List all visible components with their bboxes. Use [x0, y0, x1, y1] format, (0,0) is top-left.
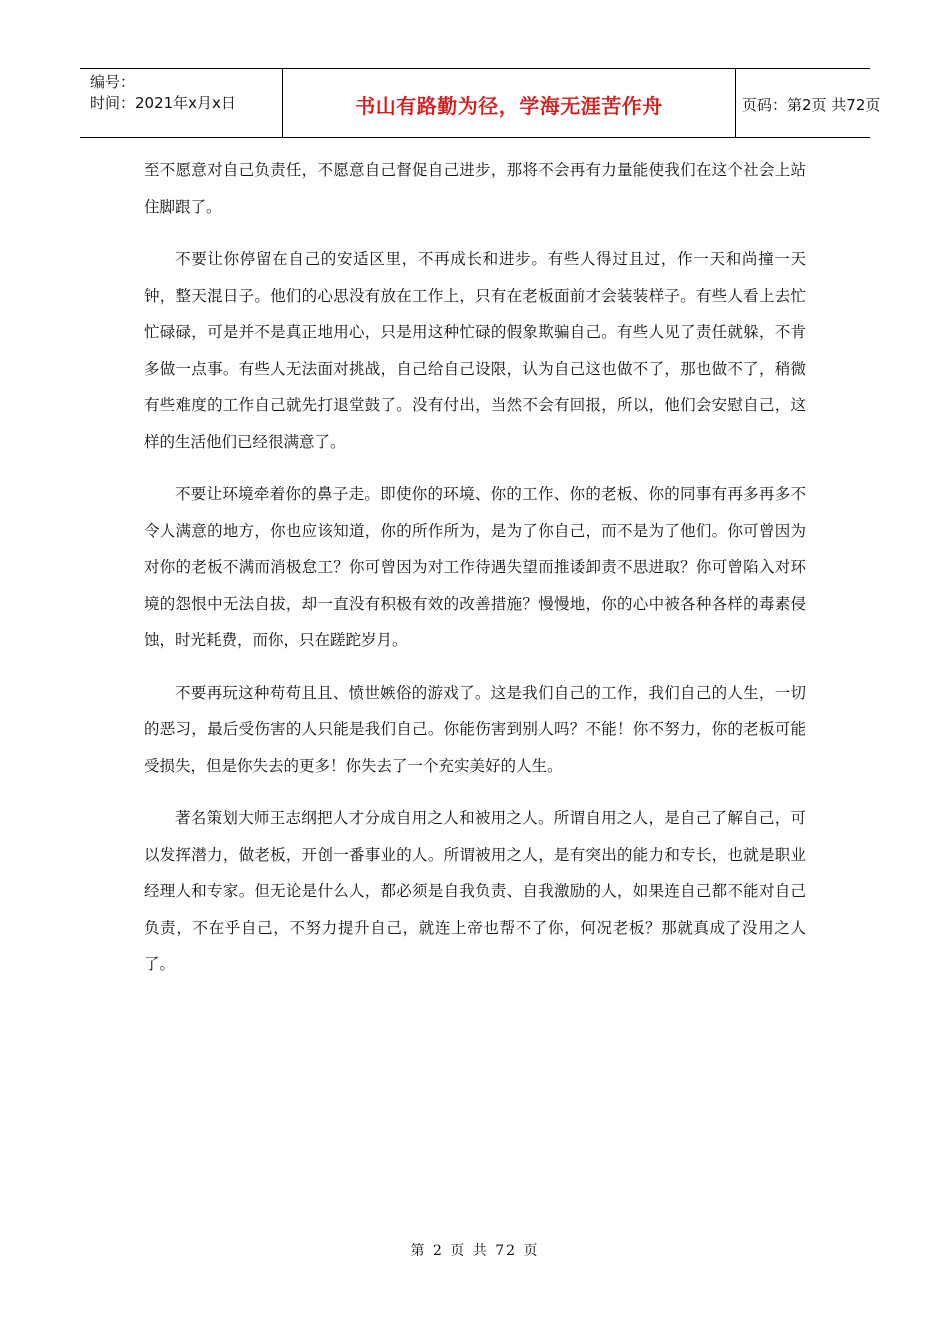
header-motto: 书山有路勤为径，学海无涯苦作舟: [355, 94, 663, 118]
document-number-label: 编号：: [90, 73, 136, 91]
header-page-cell: [734, 69, 881, 137]
paragraph: 不要让环境牵着你的鼻子走。即使你的环境、你的工作、你的老板、你的同事有再多再多不令人满意的地方，你也应该知道，你的所作所为，是为了你自己，而不是为了他们。你可曾因为对你的老板不满而消极怠工？你可曾因为对工作待遇失望而推诿卸责不思进取？你可曾陷入对环境的怨恨中无法自拔，却一直没有积极有效的改善措施？慢慢地，你的心中被各种各样的毒素侵蚀，时光耗费，而你，只在蹉跎岁月。: [144, 485, 806, 649]
header-page-code: 页码：第2页 共72页: [742, 96, 881, 114]
paragraph: 至不愿意对自己负责任，不愿意自己督促自己进步，那将不会再有力量能使我们在这个社会上站住脚跟了。: [144, 161, 806, 216]
page-footer: 第 2 页 共 72 页: [410, 1243, 540, 1259]
paragraph: 不要让你停留在自己的安适区里，不再成长和进步。有些人得过且过，作一天和尚撞一天钟，整天混日子。他们的心思没有放在工作上，只有在老板面前才会装装样子。有些人看上去忙忙碌碌，可是并不是真正地用心，只是用这种忙碌的假象欺骗自己。有些人见了责任就躲，不肯多做一点事。有些人无法面对挑战，自己给自己设限，认为自己这也做不了，那也做不了，稍微有些难度的工作自己就先打退堂鼓了。没有付出，当然不会有回报，所以，他们会安慰自己，这样的生活他们已经很满意了。: [144, 250, 806, 451]
document-body: [144, 152, 806, 999]
header-motto-cell: [282, 69, 736, 137]
header-meta: [80, 69, 282, 140]
paragraph: 著名策划大师王志纲把人才分成自用之人和被用之人。所谓自用之人，是自己了解自己，可以发挥潜力，做老板，开创一番事业的人。所谓被用之人，是有突出的能力和专长，也就是职业经理人和专家。但无论是什么人，都必须是自我负责、自我激励的人，如果连自己都不能对自己负责，不在乎自己，不努力提升自己，就连上帝也帮不了你，何况老板？那就真成了没用之人了。: [144, 809, 806, 973]
paragraph: 不要再玩这种苟苟且且、愤世嫉俗的游戏了。这是我们自己的工作，我们自己的人生，一切的恶习，最后受伤害的人只能是我们自己。你能伤害到别人吗？不能！你不努力，你的老板可能受损失，但是你失去的更多！你失去了一个充实美好的人生。: [144, 683, 806, 775]
document-date: 时间：2021年x月x日: [90, 94, 236, 112]
page-header: [80, 68, 881, 138]
